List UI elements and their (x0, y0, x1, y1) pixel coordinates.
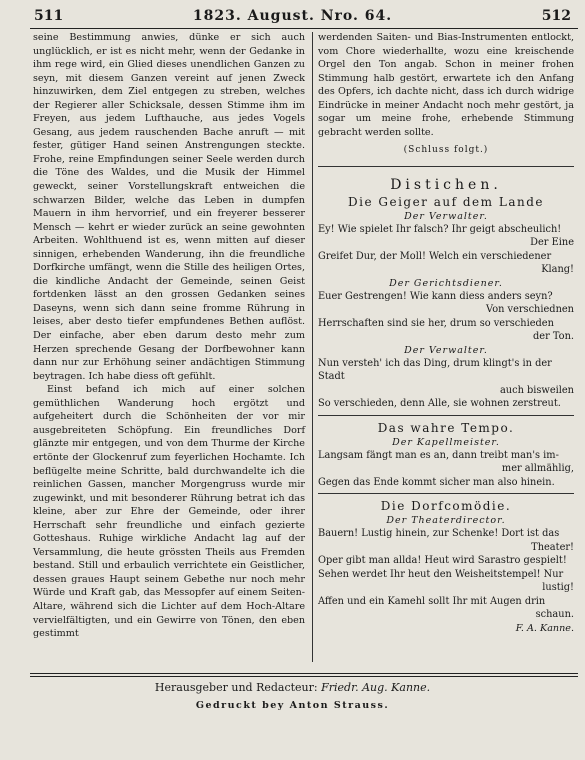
editor-label: Herausgeber und Redacteur: (154, 681, 318, 694)
section-rule (318, 166, 574, 167)
verse-line: lustig! (542, 582, 574, 594)
speaker-verwalter: Der Verwalter. (404, 210, 488, 222)
column-divider (312, 32, 313, 662)
editor-name: Friedr. Aug. Kanne. (321, 681, 431, 694)
continuation-note: (Schluss folgt.) (403, 145, 489, 156)
imprint (0, 681, 585, 694)
speaker-verwalter-2: Der Verwalter. (404, 344, 488, 356)
speaker-theaterdirector: Der Theaterdirector. (386, 515, 506, 527)
verse-line: Herrschaften sind sie her, drum so verschieden (318, 317, 554, 329)
section-title-distichen: Distichen. (390, 176, 502, 193)
speaker-gerichtsdiener: Der Gerichtsdiener. (389, 277, 503, 289)
verse-block-3 (318, 357, 574, 411)
verse-line: Sehen werdet Ihr heut den Weisheitstempel! Nur (318, 568, 564, 580)
poem-title-tempo: Das wahre Tempo. (377, 420, 515, 435)
verse-line: Der Eine (530, 237, 574, 249)
right-column (318, 31, 574, 636)
verse-line: Gegen das Ende kommt sicher man also hinein. (318, 476, 555, 488)
verse-line: Euer Gestrengen! Wie kann diess anders seyn? (318, 290, 553, 302)
issue-date: 1823. August. Nro. 64. (192, 8, 393, 24)
speaker-kapellmeister: Der Kapellmeister. (392, 436, 500, 448)
paragraph-1: seine Bestimmung anwies, dünke er sich auch unglücklich, er ist es nicht mehr, wenn der Gedanke in ihm rege wird, ein Glied dieses unendlichen Ganzen zu seyn, mit diesem Ganzen vereint auf jenen Zweck hinzuwirken, dem Ziel entgegen zu streben, welches der Regierer aller Schicksale, dessen Stimme ihm im Freyen, aus jedem Lufthauche, aus jedes Vogels Gesang, aus jedem rauschenden Bache anruft — mit fester, gütiger Hand seinen Anstrengungen steckte. Frohe, reine Empfindungen seiner Seele werden durch die Töne des Waldes, und die Musik der Himmel geweckt, seiner Vorstellungskraft entweichen die schwarzen Bilder, welche das Leben in dumpfen Mauern in ihm hervorrief, und ein freyerer besserer Mensch — kehrt er wieder zurück an seine gewohnten Arbeiten. Wohlthuend ist es, wenn mitten auf dieser sinnigen, erhebenden Wanderung, ihn die freundliche Dorfkirche umfängt, wenn die Stille des heiligen Ortes, die kindliche Andacht der Gemeinde, seinen Geist fortdenken lässt an den grossen Gedanken seines Daseyns, wenn sich dann seine fromme Rührung in leises, aber desto tiefer empfundenes Bethen auflöst. Der einfache, aber eben darum desto mehr zum Herzen sprechende Gesang der Dorfbewohner kann dann nur zur Erhöhung seiner andächtigen Stimmung beytragen. Ich habe diess oft gefühlt. (33, 32, 305, 382)
verse-line: Langsam fängt man es an, dann treibt man's im- (318, 449, 559, 461)
page-number-left: 511 (34, 8, 64, 24)
printer-line: Gedruckt bey Anton Strauss. (195, 700, 390, 711)
verse-block-4 (318, 449, 574, 490)
page-header (0, 8, 585, 26)
verse-line: Bauern! Lustig hinein, zur Schenke! Dort ist das (318, 528, 560, 540)
verse-line: Ey! Wie spielet Ihr falsch? Ihr geigt abscheulich! (318, 223, 562, 235)
verse-line: So verschieden, denn Alle, sie wohnen zerstreut. (318, 398, 561, 410)
verse-line: Klang! (541, 264, 574, 276)
verse-line: mer allmählig, (501, 463, 574, 475)
verse-line: der Ton. (533, 331, 574, 343)
section-rule-2 (318, 415, 574, 416)
verse-line: Affen und ein Kamehl sollt Ihr mit Augen drin (318, 595, 546, 607)
verse-line: Von verschiednen (486, 304, 574, 316)
verse-line: auch bisweilen (499, 384, 574, 396)
page-number-right: 512 (541, 8, 571, 24)
section-rule-3 (318, 493, 574, 494)
verse-line: Oper gibt man allda! Heut wird Sarastro gespielt! (318, 555, 567, 567)
paragraph-2: Einst befand ich mich auf einer solchen gemüthlichen Wanderung hoch ergötzt und aufgeheitert durch die Schönheiten der vor mir ausgebreiteten Schöpfung. Ein freundliches Dorf glänzte mir entgegen, und von dem Thurme der Kirche ertönte der Glockenruf zum feyerlichen Hochamte. Ich beflügelte meine Schritte, bald durchwandelte ich die reinlichen Gassen, mancher Morgengruss wurde mir zugewinkt, und mit besonderer Rührung betrat ich das kleine, aber zur Ehre der Gemeinde, oder ihrer Herrschaft sehr freundliche und einfach gezierte Gotteshaus. Ruhige wirkliche Andacht lag auf der Versammlung, die heute grössten Theils aus Fremden bestand. Still und erbaulich verrichtete ein Geistlicher, dessen graues Haupt seinem Gebethe nur noch mehr Würde und Kraft gab, das Messopfer auf einem Seiten-Altare, während sich die Lichter auf dem Hoch-Altare vervielfältigten, und ein Gewirre von Tönen, den eben gestimmt (33, 384, 305, 640)
verse-line: Nun versteh' ich das Ding, drum klingt's in der Stadt (318, 357, 552, 383)
verse-block-5 (318, 527, 574, 622)
header-rule (30, 28, 578, 29)
poem-title-dorfcomoedie: Die Dorfcomödie. (380, 499, 512, 514)
verse-line: Theater! (531, 541, 574, 553)
footer-rule-thin (30, 676, 578, 677)
poem-title-geiger: Die Geiger auf dem Lande (348, 194, 544, 209)
verse-line: schaun. (535, 609, 574, 621)
author-signature: F. A. Kanne. (515, 622, 574, 634)
verse-block-2 (318, 290, 574, 344)
footer-rule (30, 673, 578, 674)
left-column (33, 31, 305, 641)
verse-line: Greifet Dur, der Moll! Welch ein verschiedener (318, 250, 552, 262)
verse-block-1 (318, 223, 574, 277)
paragraph-continued: werdenden Saiten- und Bias-Instrumenten entlockt, vom Chore wiederhallte, wozu eine kreischende Orgel den Ton angab. Schon in meiner frohen Stimmung halb gestört, erwartete ich den Anfang des Opfers, ich dachte nicht, dass ich durch widrige Eindrücke in meiner Andacht noch mehr gestört, ja sogar um meine frohe, erhebende Stimmung gebracht werden sollte. (318, 32, 574, 138)
